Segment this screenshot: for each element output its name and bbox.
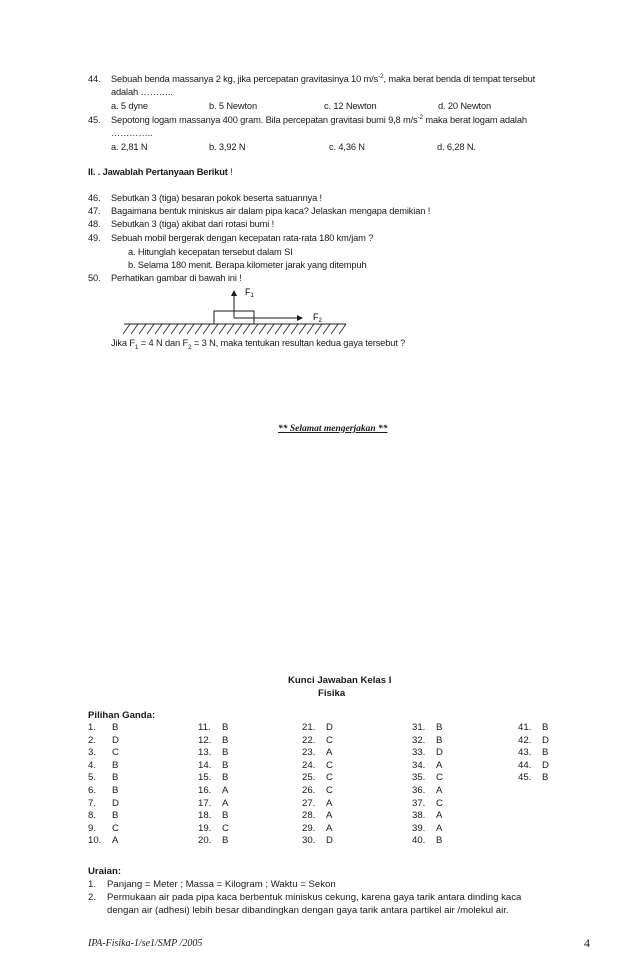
answer-letter: C bbox=[112, 747, 119, 759]
hatch-line bbox=[283, 324, 290, 334]
q45-option-a: a. 2,81 N bbox=[111, 142, 148, 152]
hatch-line bbox=[187, 324, 194, 334]
answer-key-row bbox=[198, 835, 229, 848]
answer-number: 18. bbox=[198, 810, 212, 822]
answer-number: 32. bbox=[412, 734, 426, 746]
essay-question-49: 49. Sebuah mobil bergerak dengan kecepatan rata-rata 180 km/jam ? bbox=[88, 233, 374, 243]
answer-letter: D bbox=[436, 747, 443, 759]
answer-key-row bbox=[302, 798, 333, 811]
question-44-line2: adalah ……….. bbox=[111, 87, 173, 97]
answer-key-row bbox=[302, 823, 333, 836]
answer-number: 17. bbox=[198, 797, 212, 809]
figure-caption: Jika $F_1 = 4$ N dan $F_2 = 3$ N, maka tentukan resultan kedua gaya tersebut ? bbox=[111, 338, 406, 351]
answer-key-row bbox=[412, 835, 443, 848]
q44-option-c: c. 12 Newton bbox=[324, 101, 377, 111]
answer-letter: B bbox=[542, 747, 549, 759]
answer-letter: C bbox=[112, 822, 119, 834]
answer-key-row bbox=[518, 735, 549, 748]
answer-letter: B bbox=[222, 747, 229, 759]
answer-key-row bbox=[198, 823, 229, 836]
answer-letter: A bbox=[326, 797, 333, 809]
answer-letter: D bbox=[326, 722, 333, 733]
key-column-5 bbox=[518, 722, 549, 785]
answer-number: 5. bbox=[88, 772, 97, 784]
answer-key-row bbox=[412, 823, 443, 836]
hatch-line bbox=[267, 324, 274, 334]
answer-number: 2. bbox=[88, 734, 97, 746]
hatch-line bbox=[307, 324, 314, 334]
hatch-line bbox=[139, 324, 146, 334]
answer-letter: A bbox=[326, 822, 333, 834]
answer-number: 39. bbox=[412, 822, 426, 834]
answer-letter: B bbox=[436, 835, 443, 847]
essay-answers-heading: Uraian: bbox=[88, 866, 122, 877]
answer-key-row bbox=[518, 772, 549, 785]
hatch-line bbox=[291, 324, 298, 334]
hatch-line bbox=[323, 324, 330, 334]
answer-key-row bbox=[198, 798, 229, 811]
key-column-4 bbox=[412, 722, 443, 848]
answer-key-row bbox=[198, 735, 229, 748]
answer-number: 41. bbox=[518, 722, 532, 733]
answer-key-row bbox=[302, 810, 333, 823]
answer-key-row bbox=[198, 760, 229, 773]
answer-number: 11. bbox=[198, 722, 211, 733]
answer-letter: A bbox=[112, 835, 119, 847]
answer-number: 42. bbox=[518, 734, 532, 746]
key-column-1 bbox=[88, 722, 119, 848]
answer-number: 9. bbox=[88, 822, 97, 834]
hatch-line bbox=[195, 324, 202, 334]
key-subtitle: Fisika bbox=[318, 688, 346, 699]
question-45-line2: ………….. bbox=[111, 128, 153, 138]
answer-letter: C bbox=[326, 772, 333, 784]
answer-number: 6. bbox=[88, 784, 97, 796]
answer-key-row bbox=[198, 785, 229, 798]
answer-letter: B bbox=[222, 835, 229, 847]
hatch-line bbox=[315, 324, 322, 334]
essay-question-50: 50. Perhatikan gambar di bawah ini ! bbox=[88, 273, 242, 283]
answer-letter: B bbox=[222, 772, 229, 784]
hatch-line bbox=[331, 324, 338, 334]
hatch-line bbox=[243, 324, 250, 334]
f1-label: $F_1$ bbox=[245, 287, 254, 299]
answer-key-row bbox=[198, 747, 229, 760]
answer-letter: D bbox=[112, 797, 119, 809]
essay-answer-2-line2: dengan air (adhesi) lebih besar dibandingkan dengan gaya tarik antara partikel air /molekul air. bbox=[107, 905, 509, 916]
q44-option-d: d. 20 Newton bbox=[438, 101, 491, 111]
answer-number: 24. bbox=[302, 759, 316, 771]
answer-letter: A bbox=[326, 747, 333, 759]
answer-number: 14. bbox=[198, 759, 212, 771]
answer-key-row bbox=[412, 747, 443, 760]
hatch-line bbox=[259, 324, 266, 334]
answer-letter: A bbox=[326, 810, 333, 822]
answer-number: 35. bbox=[412, 772, 426, 784]
hatch-line bbox=[147, 324, 154, 334]
answer-letter: B bbox=[222, 722, 229, 733]
answer-key-row bbox=[412, 722, 443, 735]
answer-number: 44. bbox=[518, 759, 532, 771]
answer-number: 40. bbox=[412, 835, 426, 847]
essay-question-47: 47. Bagaimana bentuk miniskus air dalam pipa kaca? Jelaskan mengapa demikian ! bbox=[88, 206, 431, 216]
answer-number: 20. bbox=[198, 835, 212, 847]
answer-key-row bbox=[302, 835, 333, 848]
q45-option-d: d. 6,28 N. bbox=[437, 142, 476, 152]
essay-answer-2: 2. Permukaan air pada pipa kaca berbentuk miniskus cekung, karena gaya tarik antara dinding kaca bbox=[88, 892, 522, 903]
hatch-line bbox=[171, 324, 178, 334]
answer-letter: C bbox=[436, 797, 443, 809]
answer-letter: A bbox=[222, 784, 229, 796]
key-column-2 bbox=[198, 722, 229, 848]
f2-label: $F_2$ bbox=[313, 312, 322, 324]
section-heading: II. . Jawablah Pertanyaan Berikut ! bbox=[88, 167, 233, 177]
answer-letter: B bbox=[112, 772, 119, 784]
answer-letter: B bbox=[112, 784, 119, 796]
answer-key-row bbox=[88, 810, 119, 823]
answer-number: 25. bbox=[302, 772, 316, 784]
answer-number: 26. bbox=[302, 784, 316, 796]
answer-key-row bbox=[88, 722, 119, 735]
answer-key-row bbox=[518, 760, 549, 773]
hatch-line bbox=[251, 324, 258, 334]
hatch-line bbox=[203, 324, 210, 334]
answer-number: 34. bbox=[412, 759, 426, 771]
answer-key-row bbox=[412, 760, 443, 773]
answer-letter: D bbox=[112, 734, 119, 746]
hatch-line bbox=[179, 324, 186, 334]
answer-number: 43. bbox=[518, 747, 532, 759]
answer-letter: B bbox=[436, 722, 443, 733]
answer-key-row bbox=[88, 798, 119, 811]
answer-key-row bbox=[302, 785, 333, 798]
answer-key-row bbox=[198, 810, 229, 823]
answer-number: 4. bbox=[88, 759, 97, 771]
answer-key-row bbox=[88, 747, 119, 760]
answer-number: 15. bbox=[198, 772, 212, 784]
answer-number: 38. bbox=[412, 810, 426, 822]
answer-number: 29. bbox=[302, 822, 316, 834]
question-45: 45. Sepotong logam massanya 400 gram. Bila percepatan gravitasi bumi 9,8 $m/s^{-2}$ maka berat logam adalah bbox=[88, 114, 527, 126]
hatch-line bbox=[275, 324, 282, 334]
answer-letter: C bbox=[222, 822, 229, 834]
answer-number: 16. bbox=[198, 784, 212, 796]
essay-question-48: 48. Sebutkan 3 (tiga) akibat dari rotasi bumi ! bbox=[88, 219, 275, 229]
key-title: Kunci Jawaban Kelas I bbox=[288, 675, 392, 686]
hatch-line bbox=[235, 324, 242, 334]
ground-hatching bbox=[123, 324, 346, 334]
answer-number: 12. bbox=[198, 734, 212, 746]
answer-number: 10. bbox=[88, 835, 102, 847]
hatch-line bbox=[123, 324, 130, 334]
answer-letter: D bbox=[542, 759, 549, 771]
q44-option-a: a. 5 dyne bbox=[111, 101, 148, 111]
answer-number: 8. bbox=[88, 810, 97, 822]
answer-key-row bbox=[412, 798, 443, 811]
q44-option-b: b. 5 Newton bbox=[209, 101, 257, 111]
answer-number: 19. bbox=[198, 822, 212, 834]
answer-number: 13. bbox=[198, 747, 212, 759]
hatch-line bbox=[219, 324, 226, 334]
multiple-choice-heading: Pilihan Ganda: bbox=[88, 710, 156, 721]
answer-key-row bbox=[302, 760, 333, 773]
answer-number: 31. bbox=[412, 722, 426, 733]
answer-letter: A bbox=[436, 784, 443, 796]
closing-text: ** Selamat mengerjakan ** bbox=[278, 424, 388, 434]
footer-text: IPA-Fisika-1/se1/SMP /2005 bbox=[88, 938, 203, 949]
answer-number: 23. bbox=[302, 747, 316, 759]
essay-answer-1: 1. Panjang = Meter ; Massa = Kilogram ; Waktu = Sekon bbox=[88, 879, 336, 890]
answer-number: 21. bbox=[302, 722, 316, 733]
hatch-line bbox=[155, 324, 162, 334]
force-diagram bbox=[110, 282, 360, 342]
answer-key-row bbox=[412, 735, 443, 748]
answer-number: 36. bbox=[412, 784, 426, 796]
answer-key-row bbox=[88, 760, 119, 773]
answer-key-row bbox=[198, 772, 229, 785]
answer-key-row bbox=[412, 772, 443, 785]
answer-letter: C bbox=[436, 772, 443, 784]
answer-letter: B bbox=[222, 759, 229, 771]
answer-key-row bbox=[302, 722, 333, 735]
essay-question-49a: a. Hitunglah kecepatan tersebut dalam SI bbox=[128, 247, 293, 257]
answer-letter: A bbox=[436, 810, 443, 822]
answer-number: 7. bbox=[88, 797, 97, 809]
answer-key-row bbox=[88, 772, 119, 785]
answer-number: 33. bbox=[412, 747, 426, 759]
answer-letter: B bbox=[542, 722, 549, 733]
answer-key-row bbox=[88, 735, 119, 748]
answer-letter: C bbox=[326, 759, 333, 771]
answer-number: 1. bbox=[88, 722, 97, 733]
answer-letter: C bbox=[326, 784, 333, 796]
answer-number: 27. bbox=[302, 797, 316, 809]
answer-letter: B bbox=[542, 772, 549, 784]
answer-key-row bbox=[302, 772, 333, 785]
hatch-line bbox=[227, 324, 234, 334]
key-column-3 bbox=[302, 722, 333, 848]
answer-key-row bbox=[88, 835, 119, 848]
answer-letter: B bbox=[112, 810, 119, 822]
answer-number: 30. bbox=[302, 835, 316, 847]
answer-key-row bbox=[88, 785, 119, 798]
answer-letter: B bbox=[112, 722, 119, 733]
answer-key-row bbox=[412, 810, 443, 823]
q45-option-b: b. 3,92 N bbox=[209, 142, 246, 152]
hatch-line bbox=[211, 324, 218, 334]
hatch-line bbox=[299, 324, 306, 334]
question-44: 44. Sebuah benda massanya 2 kg, jika percepatan gravitasinya 10 $m/s^{-2}$, maka berat benda di tempat tersebut bbox=[88, 73, 536, 85]
answer-key-row bbox=[518, 747, 549, 760]
q45-option-c: c. 4,36 N bbox=[329, 142, 365, 152]
answer-key-row bbox=[88, 823, 119, 836]
answer-number: 22. bbox=[302, 734, 316, 746]
answer-number: 3. bbox=[88, 747, 97, 759]
answer-key-row bbox=[302, 735, 333, 748]
hatch-line bbox=[339, 324, 346, 334]
answer-letter: B bbox=[112, 759, 119, 771]
essay-question-46: 46. Sebutkan 3 (tiga) besaran pokok beserta satuannya ! bbox=[88, 193, 322, 203]
answer-letter: D bbox=[326, 835, 333, 847]
answer-key-row bbox=[302, 747, 333, 760]
essay-question-49b: b. Selama 180 menit. Berapa kilometer jarak yang ditempuh bbox=[128, 260, 367, 270]
page-number: 4 bbox=[584, 936, 590, 950]
answer-letter: A bbox=[436, 759, 443, 771]
answer-letter: B bbox=[436, 734, 443, 746]
answer-letter: A bbox=[436, 822, 443, 834]
answer-letter: B bbox=[222, 734, 229, 746]
answer-key-row bbox=[198, 722, 229, 735]
answer-number: 45. bbox=[518, 772, 532, 784]
answer-key-row bbox=[412, 785, 443, 798]
answer-number: 28. bbox=[302, 810, 316, 822]
hatch-line bbox=[131, 324, 138, 334]
answer-letter: A bbox=[222, 797, 229, 809]
answer-letter: D bbox=[542, 734, 549, 746]
answer-number: 37. bbox=[412, 797, 426, 809]
hatch-line bbox=[163, 324, 170, 334]
answer-letter: B bbox=[222, 810, 229, 822]
answer-key-row bbox=[518, 722, 549, 735]
answer-letter: C bbox=[326, 734, 333, 746]
